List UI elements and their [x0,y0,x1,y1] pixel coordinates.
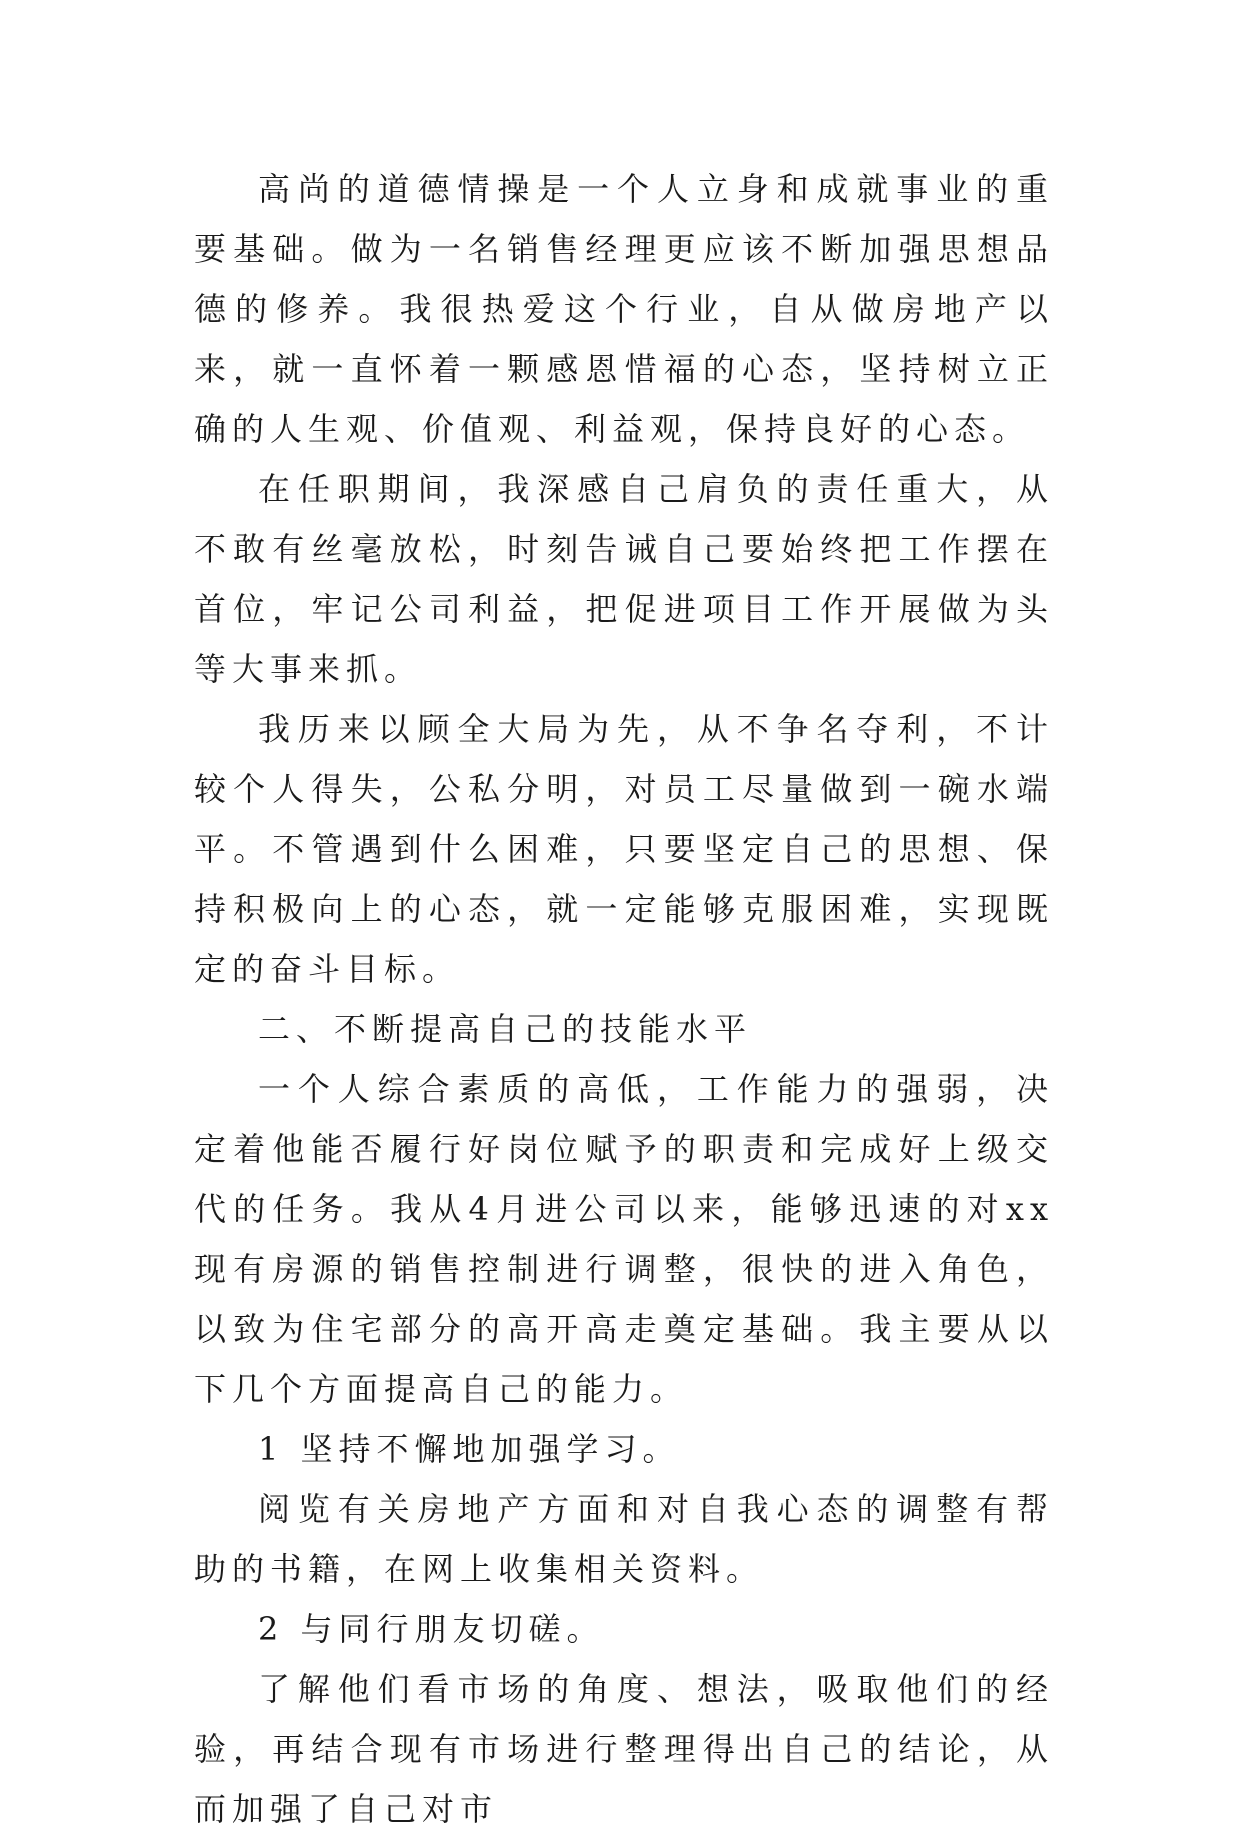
list-item-peers: 2 与同行朋友切磋。 [258,1610,605,1648]
paragraph-comprehensive-quality: 一个人综合素质的高低，工作能力的强弱，决定着他能否履行好岗位赋予的职责和完成好上级交代的任务。我从4月进公司以来，能够迅速的对xx现有房源的销售控制进行调整，很快的进入角色，以致为住宅部分的高开高走奠定基础。我主要从以下几个方面提高自己的能力。 [194,1070,1054,1408]
section-heading-skills: 二、不断提高自己的技能水平 [258,1010,753,1048]
paragraph-responsibility: 在任职期间，我深感自己肩负的责任重大，从不敢有丝毫放松，时刻告诫自己要始终把工作摆在首位，牢记公司利益，把促进项目工作开展做为头等大事来抓。 [194,470,1054,688]
list-item-study: 1 坚持不懈地加强学习。 [258,1430,681,1468]
paragraph-moral-character: 高尚的道德情操是一个人立身和成就事业的重要基础。做为一名销售经理更应该不断加强思想品德的修养。我很热爱这个行业，自从做房地产以来，就一直怀着一颗感恩惜福的心态，坚持树立正确的人生观、价值观、利益观，保持良好的心态。 [194,170,1054,448]
paragraph-market-views: 了解他们看市场的角度、想法，吸取他们的经验，再结合现有市场进行整理得出自己的结论，从而加强了自己对市 [194,1670,1054,1828]
paragraph-overall-situation: 我历来以顾全大局为先，从不争名夺利，不计较个人得失，公私分明，对员工尽量做到一碗水端平。不管遇到什么困难，只要坚定自己的思想、保持积极向上的心态，就一定能够克服困难，实现既定的奋斗目标。 [194,710,1054,988]
document-body [194,159,1054,1839]
paragraph-reading: 阅览有关房地产方面和对自我心态的调整有帮助的书籍，在网上收集相关资料。 [194,1490,1054,1588]
